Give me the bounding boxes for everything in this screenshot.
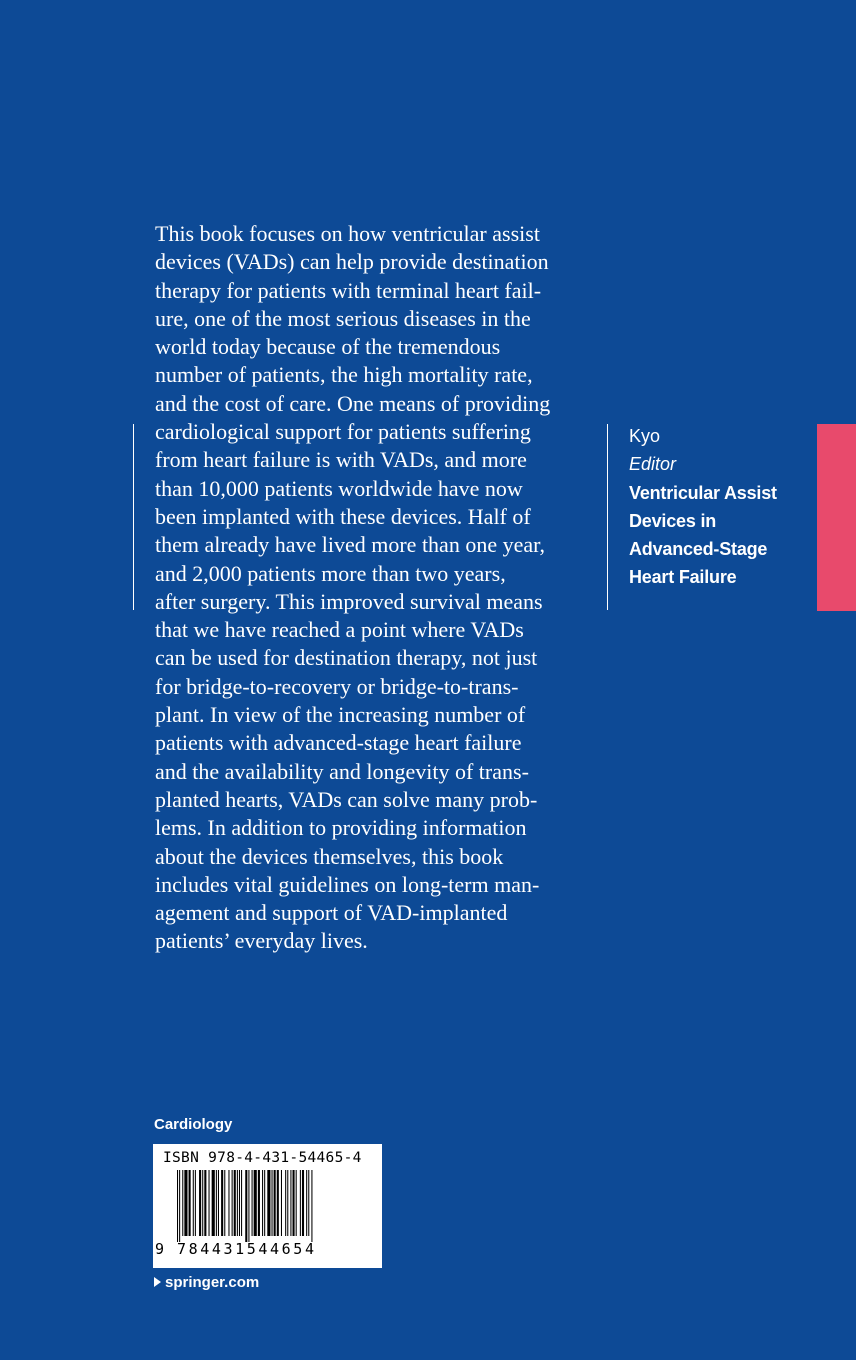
book-info <box>629 422 777 592</box>
barcode-bar <box>262 1170 263 1236</box>
author-name: Kyo <box>629 426 661 446</box>
barcode-bar <box>228 1170 229 1236</box>
blurb-line: This book focuses on how ventricular assist <box>155 221 540 246</box>
blurb-line: from heart failure is with VADs, and more <box>155 447 527 473</box>
subject-category: Cardiology <box>154 1116 233 1133</box>
book-title-line: Advanced-Stage <box>629 539 768 560</box>
barcode-bar <box>296 1170 297 1236</box>
website-label: springer.com <box>165 1274 260 1291</box>
barcode-bar <box>285 1170 286 1236</box>
blurb-line: after surgery. This improved survival means <box>155 588 543 614</box>
barcode-bar <box>239 1170 240 1236</box>
barcode-bar <box>224 1170 225 1236</box>
barcode-bar <box>254 1170 257 1236</box>
barcode-bar <box>209 1170 210 1236</box>
blurb-line: lems. In addition to providing information <box>155 815 527 841</box>
barcode-bar <box>258 1170 260 1236</box>
blurb-line: and the availability and longevity of trans- <box>155 758 529 784</box>
barcode-bar <box>281 1170 282 1236</box>
barcode-bar <box>293 1170 295 1236</box>
barcode-bar <box>237 1170 238 1236</box>
blurb-line: planted hearts, VADs can solve many prob- <box>155 786 538 812</box>
barcode-bar <box>245 1170 247 1242</box>
barcode-bar <box>204 1170 206 1236</box>
barcode-bar <box>277 1170 279 1236</box>
barcode-bar <box>177 1170 178 1242</box>
publisher-website[interactable] <box>154 1274 259 1291</box>
barcode-bar <box>189 1170 191 1236</box>
blurb-line: can be used for destination therapy, not just <box>155 645 538 671</box>
blurb-line: devices (VADs) can help provide destination <box>155 249 549 275</box>
blurb-line: ure, one of the most serious diseases in the <box>155 305 531 331</box>
arrow-right-icon <box>154 1277 161 1287</box>
barcode-bar <box>199 1170 201 1236</box>
blurb-line: about the devices themselves, this book <box>155 843 504 869</box>
book-title-line: Devices in <box>629 510 717 531</box>
barcode-first-digit: 9 <box>155 1240 165 1258</box>
blurb-line: for bridge-to-recovery or bridge-to-trans- <box>155 673 519 699</box>
blurb-line: plant. In view of the increasing number of <box>155 702 526 728</box>
barcode-digit-group: 784431544654 <box>177 1240 317 1258</box>
blurb-line: patients’ everyday lives. <box>155 928 368 954</box>
barcode-bar <box>234 1170 236 1236</box>
color-accent-tab <box>817 424 856 611</box>
author-role: Editor <box>629 454 677 475</box>
divider-line-left <box>133 424 134 610</box>
blurb-line: includes vital guidelines on long-term man- <box>155 871 540 897</box>
barcode-block <box>153 1144 382 1268</box>
back-cover-blurb <box>155 220 595 956</box>
barcode-bar <box>306 1170 307 1236</box>
barcode-bar <box>221 1170 223 1236</box>
barcode-bar <box>218 1170 219 1236</box>
book-title-line: Heart Failure <box>629 567 737 588</box>
blurb-line: number of patients, the high mortality rate, <box>155 362 533 388</box>
barcode-bar <box>232 1170 233 1236</box>
barcode-bar <box>302 1170 304 1236</box>
barcode-bar <box>308 1170 309 1236</box>
barcode-bars <box>177 1170 359 1242</box>
barcode-bar <box>193 1170 194 1236</box>
book-title-line: Ventricular Assist <box>629 482 777 503</box>
blurb-line: that we have reached a point where VADs <box>155 617 524 643</box>
barcode-bar <box>212 1170 215 1236</box>
blurb-line: and the cost of care. One means of providing <box>155 390 551 416</box>
barcode-bar <box>274 1170 276 1236</box>
blurb-line: world today because of the tremendous <box>155 334 501 360</box>
blurb-line: agement and support of VAD-implanted <box>155 900 508 926</box>
barcode-bar <box>182 1170 183 1236</box>
barcode-bar <box>179 1170 180 1242</box>
blurb-line: and 2,000 patients more than two years, <box>155 560 506 586</box>
barcode-bar <box>202 1170 203 1236</box>
barcode-bar <box>241 1170 242 1236</box>
barcode-bar <box>311 1170 312 1242</box>
divider-line-right <box>607 424 608 610</box>
barcode-bar <box>290 1170 291 1236</box>
blurb-line: therapy for patients with terminal heart fail- <box>155 277 542 303</box>
barcode-bar <box>252 1170 253 1236</box>
barcode-bar <box>300 1170 301 1236</box>
blurb-line: them already have lived more than one year, <box>155 532 546 558</box>
barcode-bar <box>195 1170 196 1236</box>
barcode-bar <box>264 1170 265 1236</box>
blurb-line: than 10,000 patients worldwide have now <box>155 475 523 501</box>
blurb-line: cardiological support for patients suffering <box>155 419 531 445</box>
barcode-bar <box>248 1170 249 1242</box>
barcode-bar <box>216 1170 217 1236</box>
barcode-bar <box>184 1170 187 1236</box>
barcode-bar <box>267 1170 270 1236</box>
blurb-line: patients with advanced-stage heart failure <box>155 730 522 756</box>
blurb-line: been implanted with these devices. Half of <box>155 503 531 529</box>
barcode-bar <box>287 1170 288 1236</box>
barcode-bar <box>272 1170 273 1236</box>
isbn-label: ISBN 978-4-431-54465-4 <box>163 1150 362 1166</box>
